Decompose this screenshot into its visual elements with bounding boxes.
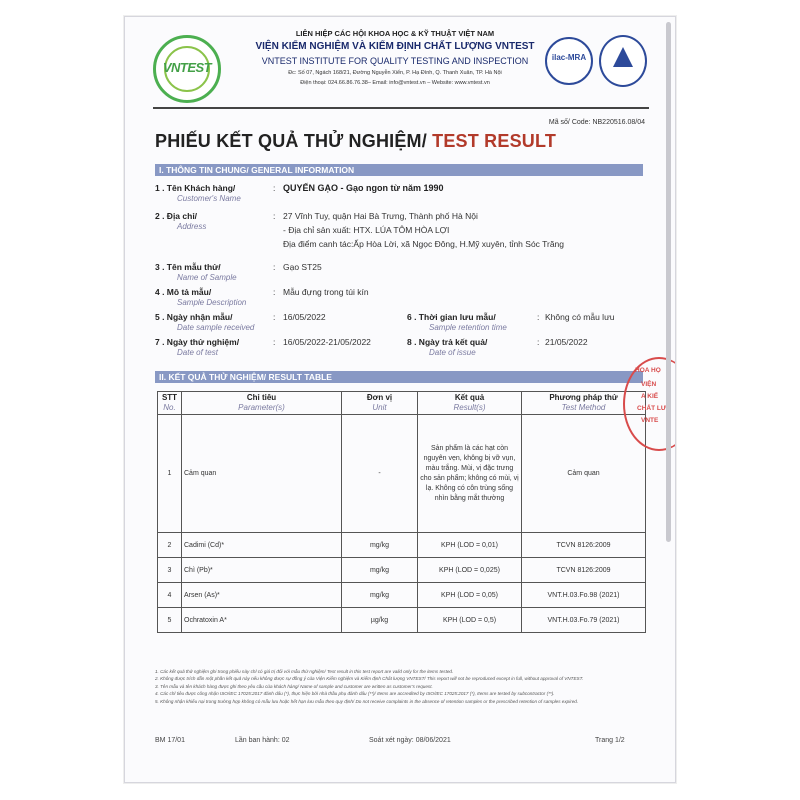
note-item: 1. Các kết quả thử nghiệm ghi trong phiếu này chỉ có giá trị đối với mẫu thử nghiệm/ Test result in this test report are valid only for the items tested. <box>155 669 454 674</box>
footer-form-code: BM 17/01 <box>155 737 185 744</box>
cell-method: TCVN 8126:2009 <box>522 533 646 558</box>
cell-method: TCVN 8126:2009 <box>522 558 646 583</box>
stamp-text: VIỆN <box>641 381 657 388</box>
test-date-value: 16/05/2022-21/05/2022 <box>283 337 371 347</box>
document-page <box>124 16 676 783</box>
received-date-label: 5 . Ngày nhận mẫu/ <box>155 312 233 322</box>
table-row <box>158 415 646 533</box>
stamp-text: VNTE <box>641 417 659 424</box>
accreditation-logo <box>599 35 647 87</box>
title-en: TEST RESULT <box>432 131 557 151</box>
cell-parameter: Arsen (As)* <box>182 583 342 608</box>
cell-result: KPH (LOD = 0,5) <box>418 608 522 633</box>
retention-label: 6 . Thời gian lưu mẫu/ <box>407 312 496 322</box>
sample-desc-label: 4 . Mô tả mẫu/ <box>155 287 212 297</box>
federation-name: LIÊN HIỆP CÁC HỘI KHOA HỌC & KỸ THUẬT VIỆT NAM <box>295 29 495 38</box>
address-line-2: - Địa chỉ sản xuất: HTX. LÚA TÔM HÒA LỢI <box>283 225 450 235</box>
cell-result: KPH (LOD = 0,05) <box>418 583 522 608</box>
header-no: STT No. <box>158 392 182 415</box>
section-general-info <box>155 164 643 176</box>
test-date-label-en: Date of test <box>177 348 218 357</box>
customer-label-en: Customer's Name <box>177 194 241 203</box>
issue-date-label: 8 . Ngày trả kết quả/ <box>407 337 488 347</box>
stamp-text: CHẤT LƯ <box>637 405 667 412</box>
cell-parameter: Chì (Pb)* <box>182 558 342 583</box>
sample-name-label: 3 . Tên mẫu thử/ <box>155 262 221 272</box>
header-unit: Đơn vị Unit <box>342 392 418 415</box>
institute-name-en: VNTEST INSTITUTE FOR QUALITY TESTING AND INSPECTION <box>261 56 529 66</box>
retention-label-en: Sample retention time <box>429 323 507 332</box>
institute-address: Đc: Số 07, Ngách 168/21, Đường Nguyễn Xiển, P. Hạ Đình, Q. Thanh Xuân, TP. Hà Nội <box>288 70 502 76</box>
table-row <box>158 558 646 583</box>
issue-date-label-en: Date of issue <box>429 348 476 357</box>
cell-no: 5 <box>158 608 182 633</box>
document-code: Mã số/ Code: NB220516.08/04 <box>548 119 645 126</box>
sample-desc-label-en: Sample Description <box>177 298 247 307</box>
cell-parameter: Ochratoxin A* <box>182 608 342 633</box>
table-row <box>158 533 646 558</box>
retention-value: Không có mẫu lưu <box>545 312 615 322</box>
cell-no: 2 <box>158 533 182 558</box>
colon: : <box>537 312 540 322</box>
test-date-label: 7 . Ngày thử nghiệm/ <box>155 337 240 347</box>
colon: : <box>273 262 276 272</box>
scrollbar[interactable] <box>666 22 671 542</box>
customer-value: QUYẾN GẠO - Gạo ngon từ năm 1990 <box>283 183 444 193</box>
sample-desc-value: Mẫu đựng trong túi kín <box>283 287 369 297</box>
cell-method: Cảm quan <box>522 415 646 533</box>
cell-method: VNT.H.03.Fo.79 (2021) <box>522 608 646 633</box>
footer-issue: Lần ban hành: 02 <box>235 737 290 744</box>
table-row <box>158 608 646 633</box>
section-result-table-label: II. KẾT QUẢ THỬ NGHIỆM/ RESULT TABLE <box>159 372 332 382</box>
header-divider <box>153 107 649 109</box>
ilac-mra-logo <box>545 37 593 85</box>
cell-unit: mg/kg <box>342 558 418 583</box>
cell-unit: mg/kg <box>342 533 418 558</box>
note-item: 3. Tên mẫu và tên khách hàng được ghi theo yêu cầu của khách hàng/ Name of sample and customer are written as customer's request. <box>155 683 433 689</box>
title-vi: PHIẾU KẾT QUẢ THỬ NGHIỆM/ <box>155 131 427 151</box>
footer-page: Trang 1/2 <box>595 737 625 744</box>
table-row <box>158 583 646 608</box>
notes <box>155 668 635 705</box>
address-line-1: 27 Vĩnh Tuy, quận Hai Bà Trưng, Thành phố Hà Nội <box>283 211 478 221</box>
accreditation-triangle-icon <box>613 47 633 67</box>
colon: : <box>273 287 276 297</box>
sample-name-value: Gạo ST25 <box>283 262 322 272</box>
cell-unit: - <box>342 415 418 533</box>
stamp-text: HOA HỌ <box>635 367 661 374</box>
issue-date-value: 21/05/2022 <box>545 337 588 347</box>
header-method: Phương pháp thử Test Method <box>522 392 646 415</box>
cell-no: 1 <box>158 415 182 533</box>
cell-method: VNT.H.03.Fo.98 (2021) <box>522 583 646 608</box>
customer-label: 1 . Tên Khách hàng/ <box>155 183 236 193</box>
footer-revised: Soát xét ngày: 08/06/2021 <box>369 737 451 744</box>
institute-name-vi: VIỆN KIỂM NGHIỆM VÀ KIỂM ĐỊNH CHẤT LƯỢNG VNTEST <box>255 41 535 52</box>
colon: : <box>273 211 276 221</box>
cell-parameter: Cadimi (Cd)* <box>182 533 342 558</box>
section-result-table <box>155 371 643 383</box>
cell-parameter: Cảm quan <box>182 415 342 533</box>
colon: : <box>273 183 276 193</box>
institute-contact: Điện thoại: 024.66.86.76.38– Email: info@vntest.vn – Website: www.vntest.vn <box>300 80 490 86</box>
table-header-row <box>158 392 646 415</box>
address-label: 2 . Địa chỉ/ <box>155 211 198 221</box>
sample-name-label-en: Name of Sample <box>177 273 237 282</box>
cell-unit: mg/kg <box>342 583 418 608</box>
note-item: 5. Không nhận khiếu nại trong trường hợp không có mẫu lưu hoặc hết hạn lưu mẫu theo quy định/ Do not receive complaints in the absence of retention samples or the prescribed retention of samples expired. <box>155 698 579 704</box>
cell-unit: µg/kg <box>342 608 418 633</box>
colon: : <box>273 337 276 347</box>
colon: : <box>537 337 540 347</box>
cell-no: 3 <box>158 558 182 583</box>
note-item: 4. Các chỉ tiêu được công nhận ISO/IEC 17025:2017 đánh dấu (*), thực hiện bởi nhà thầu phụ đánh dấu (**)/ Items are accredited by ISO/IEC 17025:2017 (*), Items are tested by subcontractor (**). <box>155 691 555 697</box>
logo-text: VNTEST <box>162 60 212 75</box>
header-result: Kết quả Result(s) <box>418 392 522 415</box>
vntest-logo <box>153 35 221 103</box>
result-table <box>157 391 646 633</box>
note-item: 2. Không được trích dẫn một phần kết quả này nếu không được sự đồng ý của Viện Kiểm nghiệm và Kiểm định Chất lượng VNTEST/ This report will not be reproduced except in full, without approval of VNTEST. <box>155 676 584 682</box>
header-parameter: Chỉ tiêu Parameter(s) <box>182 392 342 415</box>
received-date-value: 16/05/2022 <box>283 312 326 322</box>
cell-result: KPH (LOD = 0,025) <box>418 558 522 583</box>
section-general-info-label: I. THÔNG TIN CHUNG/ GENERAL INFORMATION <box>159 165 355 175</box>
colon: : <box>273 312 276 322</box>
cell-no: 4 <box>158 583 182 608</box>
page-title <box>155 131 556 152</box>
ilac-logo-text: ilac-MRA <box>551 53 587 62</box>
received-date-label-en: Date sample received <box>177 323 255 332</box>
cell-result: KPH (LOD = 0,01) <box>418 533 522 558</box>
address-label-en: Address <box>177 222 207 231</box>
cell-result: Sản phẩm là các hạt còn nguyên vẹn, không bị vỡ vụn, màu trắng. Mùi, vị đặc trưng cho sản phẩm; không có mùi, vị lạ. Không có côn trùng sống nhìn bằng mắt thường <box>418 415 522 533</box>
stamp-text: A KIỂ <box>641 393 659 400</box>
address-line-3: Địa điểm canh tác:Ấp Hòa Lời, xã Ngọc Đông, H.Mỹ xuyên, tỉnh Sóc Trăng <box>283 239 565 249</box>
